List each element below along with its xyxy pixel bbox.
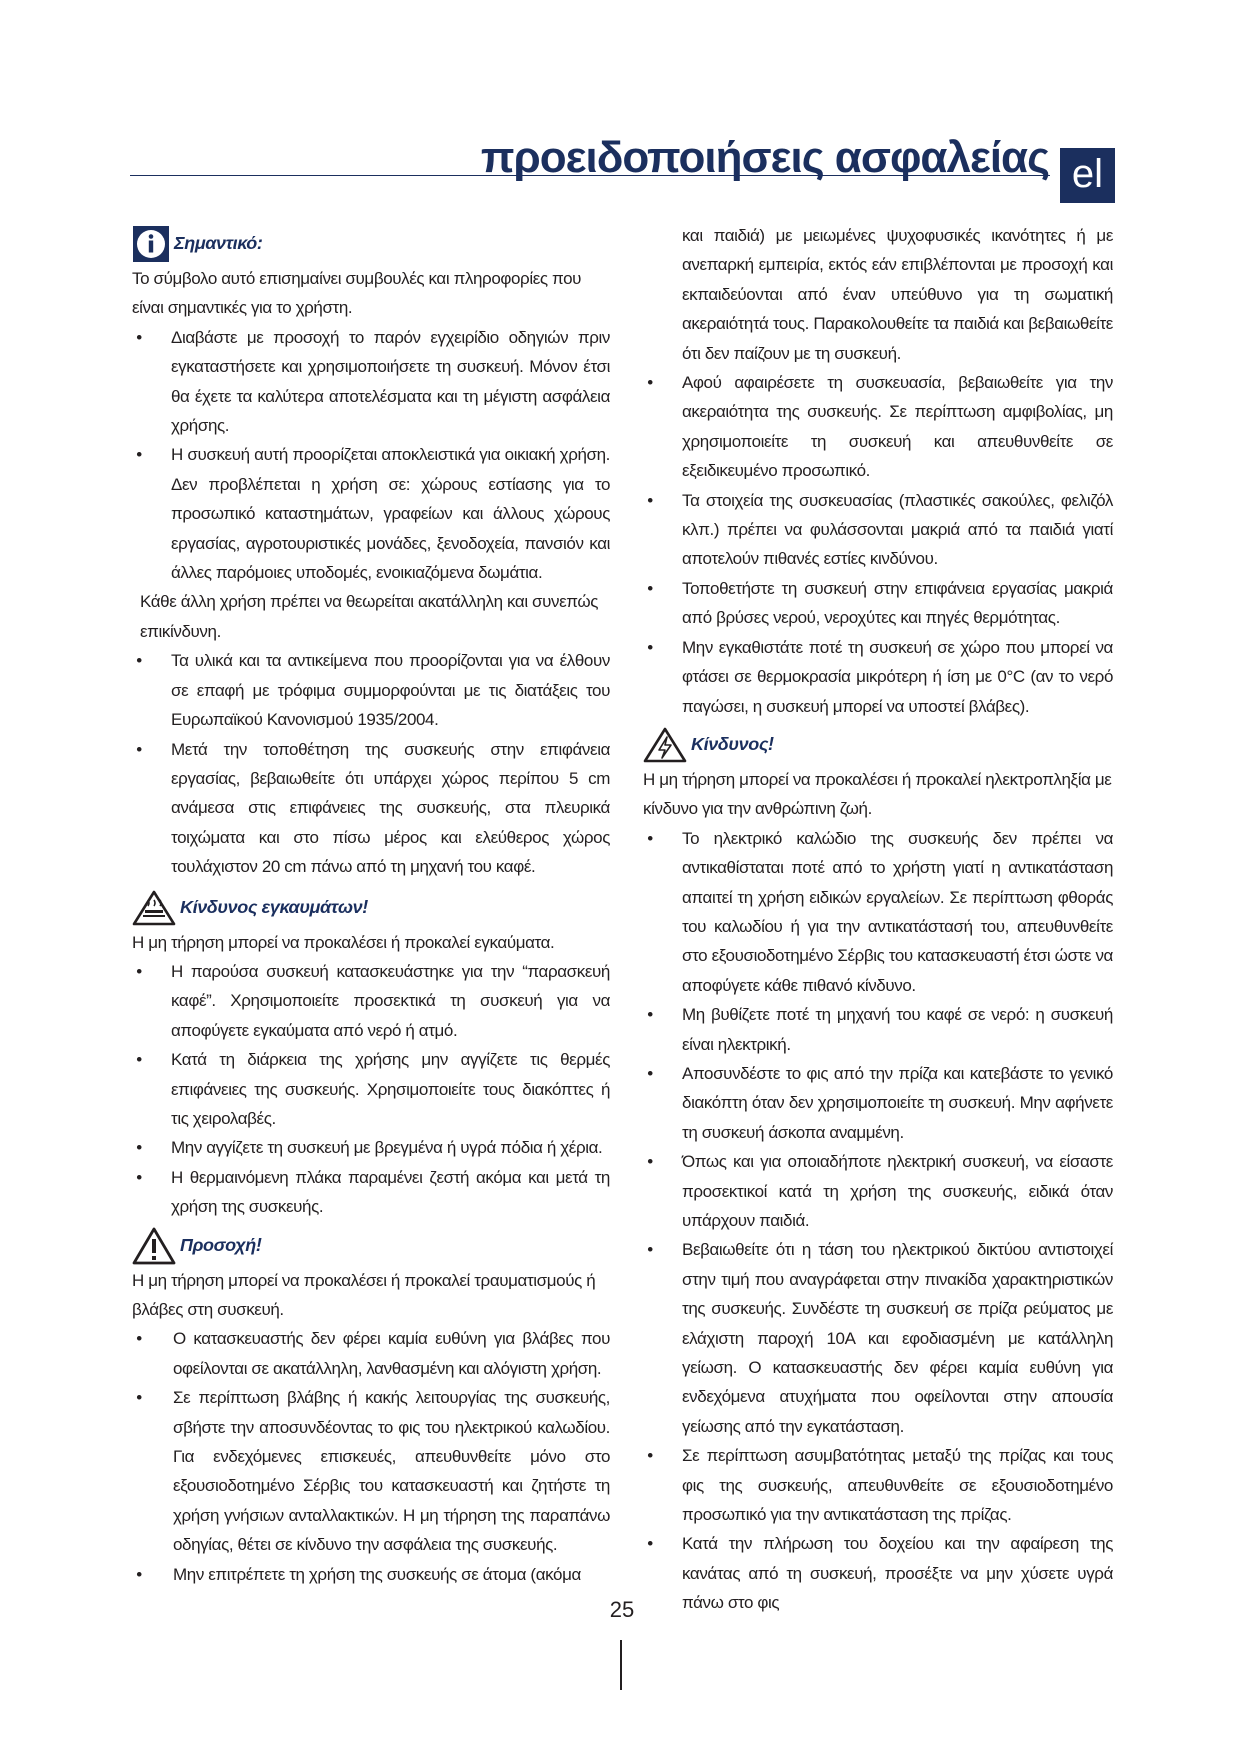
caution-heading xyxy=(132,1226,610,1266)
language-badge: el xyxy=(1060,148,1115,203)
bullet-dot: • xyxy=(136,1329,142,1349)
list-item: • Η συσκευή αυτή προορίζεται αποκλειστικά για οικιακή χρήση. Δεν προβλέπεται η χρήση σε: χώρους εστίασης για το προσωπικό καταστημάτων, γραφείων και άλλους χώρους εργασίας, αγροτουριστικές μονάδες, ξενοδοχεία, πανσιόν και άλλες παρόμοιες υποδομές, ενοικιαζόμενα δωμάτια. xyxy=(132,440,610,587)
list-item: • Ο κατασκευαστής δεν φέρει καμία ευθύνη για βλάβες που οφείλονται σε ακατάλληλη, λανθασμένη και αλόγιστη χρήση. xyxy=(132,1324,610,1383)
info-icon xyxy=(132,225,170,263)
bullet-dot: • xyxy=(136,739,142,759)
bullet-dot: • xyxy=(647,828,653,848)
list-item: • Τα στοιχεία της συσκευασίας (πλαστικές σακούλες, φελιζόλ κλπ.) πρέπει να φυλάσσονται μακριά από τα παιδιά γιατί αποτελούν πιθανές εστίες κινδύνου. xyxy=(643,486,1113,574)
danger-label: Κίνδυνος! xyxy=(691,734,774,755)
electric-shock-warning-icon xyxy=(643,727,687,763)
bullet-dot: • xyxy=(136,1564,142,1584)
bullet-dot: • xyxy=(136,1388,142,1408)
list-item: • Κατά την πλήρωση του δοχείου και την αφαίρεση της κανάτας από τη συσκευή, προσέξτε να μην χύσετε υγρά πάνω στο φις xyxy=(643,1529,1113,1617)
list-item: • Μην αγγίζετε τη συσκευή με βρεγμένα ή υγρά πόδια ή χέρια. xyxy=(132,1133,610,1162)
right-column xyxy=(643,221,1113,1618)
list-item: • Κατά τη διάρκεια της χρήσης μην αγγίζετε τις θερμές επιφάνειες της συσκευής. Χρησιμοποιείτε τους διακόπτες ή τις χειρολαβές. xyxy=(132,1045,610,1133)
list-item: • Μην εγκαθιστάτε ποτέ τη συσκευή σε χώρο που μπορεί να φτάσει σε θερμοκρασία μικρότερη ή ίση με 0°C (αν το νερό παγώσει, η συσκευή μπορεί να υποστεί βλάβες). xyxy=(643,633,1113,721)
list-item: • Σε περίπτωση ασυμβατότητας μεταξύ της πρίζας και τους φις της συσκευής, απευθυνθείτε σε εξουσιοδοτημένο προσωπικό για την αντικατάσταση της πρίζας. xyxy=(643,1441,1113,1529)
burn-intro: Η μη τήρηση μπορεί να προκαλέσει ή προκαλεί εγκαύματα. xyxy=(132,932,555,952)
list-item: • Αποσυνδέστε το φις από την πρίζα και κατεβάστε το γενικό διακόπτη όταν δεν χρησιμοποιείτε τη συσκευή. Μην αφήνετε τη συσκευή άσκοπα αναμμένη. xyxy=(643,1059,1113,1147)
list-item: • Μην επιτρέπετε τη χρήση της συσκευής σε άτομα (ακόμα xyxy=(132,1560,610,1589)
danger-intro: Η μη τήρηση μπορεί να προκαλέσει ή προκαλεί ηλεκτροπληξία με κίνδυνο για την ανθρώπινη ζωή. xyxy=(643,769,1112,819)
important-heading xyxy=(132,224,610,264)
continued-paragraph: και παιδιά) με μειωμένες ψυχοφυσικές ικανότητες ή με ανεπαρκή εμπειρία, εκτός εάν επιβλέπονται με προσοχή και εκπαιδεύονται από έναν υπεύθυνο για τη σωματική ακεραιότητά τους. Παρακολουθείτε τα παιδιά και βεβαιωθείτε ότι δεν παίζουν με τη συσκευή. xyxy=(682,226,1113,363)
bullet-dot: • xyxy=(647,373,653,393)
page-number-rule xyxy=(620,1640,622,1690)
list-item: • Διαβάστε με προσοχή το παρόν εγχειρίδιο οδηγιών πριν εγκαταστήσετε και χρησιμοποιήσετε τη συσκευή. Μόνον έτσι θα έχετε τα καλύτερα αποτελέσματα και τη μέγιστη ασφάλεια χρήσης. xyxy=(132,323,610,441)
bullet-dot: • xyxy=(647,578,653,598)
bullet-dot: • xyxy=(136,1167,142,1187)
list-item: • Μετά την τοποθέτηση της συσκευής στην επιφάνεια εργασίας, βεβαιωθείτε ότι υπάρχει χώρος περίπου 5 cm ανάμεσα στις επιφάνειες της συσκευής, στα πλευρικά τοιχώματα και στο πίσω μέρος και ελεύθερος χώρος τουλάχιστον 20 cm πάνω από τη μηχανή του καφέ. xyxy=(132,735,610,882)
bullet-dot: • xyxy=(136,1050,142,1070)
danger-heading xyxy=(643,725,1113,765)
bullet-dot: • xyxy=(136,651,142,671)
list-item: • Τοποθετήστε τη συσκευή στην επιφάνεια εργασίας μακριά από βρύσες νερού, νεροχύτες και πηγές θερμότητας. xyxy=(643,574,1113,633)
bullet-dot: • xyxy=(647,1005,653,1025)
page-title: προειδοποιήσεις ασφαλείας xyxy=(480,133,1049,182)
list-item: • Όπως και για οποιαδήποτε ηλεκτρική συσκευή, να είσαστε προσεκτικοί κατά τη χρήση της συσκευής, ειδικά όταν υπάρχουν παιδιά. xyxy=(643,1147,1113,1235)
bullet-dot: • xyxy=(136,1138,142,1158)
list-item: • Σε περίπτωση βλάβης ή κακής λειτουργίας της συσκευής, σβήστε την αποσυνδέοντας το φις του ηλεκτρικού καλωδίου. Για ενδεχόμενες επισκευές, απευθυνθείτε μόνο στο εξουσιοδοτημένο Σέρβις του κατασκευαστή και ζητήστε τη χρήση γνήσιων ανταλλακτικών. Η μη τήρηση της παραπάνω οδηγίας, θέτει σε κίνδυνο την ασφάλεια της συσκευής. xyxy=(132,1383,610,1559)
list-item: • Βεβαιωθείτε ότι η τάση του ηλεκτρικού δικτύου αντιστοιχεί στην τιμή που αναγράφεται στην πινακίδα χαρακτηριστικών της συσκευής. Συνδέστε τη συσκευή σε πρίζα ρεύματος με ελάχιστη παροχή 10A και εφοδιασμένη με κατάλληλη γείωση. Ο κατασκευαστής δεν φέρει καμία ευθύνη για ενδεχόμενα ατυχήματα που οφείλονται στην απουσία γείωσης από την εγκατάσταση. xyxy=(643,1235,1113,1441)
caution-intro: Η μη τήρηση μπορεί να προκαλέσει ή προκαλεί τραυματισμούς ή βλάβες στη συσκευή. xyxy=(132,1270,596,1319)
list-item: • Μη βυθίζετε ποτέ τη μηχανή του καφέ σε νερό: η συσκευή είναι ηλεκτρική. xyxy=(643,1000,1113,1059)
caution-label: Προσοχή! xyxy=(180,1234,262,1255)
important-note: Κάθε άλλη χρήση πρέπει να θεωρείται ακατάλληλη και συνεπώς επικίνδυνη. xyxy=(140,592,599,641)
burn-heading xyxy=(132,888,610,928)
bullet-dot: • xyxy=(647,637,653,657)
bullet-dot: • xyxy=(136,961,142,981)
bullet-dot: • xyxy=(647,1534,653,1554)
bullet-dot: • xyxy=(647,1063,653,1083)
important-intro: Το σύμβολο αυτό επισημαίνει συμβουλές και πληροφορίες που είναι σημαντικές για το χρήστη. xyxy=(132,269,582,318)
bullet-dot: • xyxy=(136,445,142,465)
page-number: 25 xyxy=(609,1597,635,1622)
burn-label: Κίνδυνος εγκαυμάτων! xyxy=(180,896,368,917)
hot-surface-warning-icon xyxy=(132,890,176,926)
list-item: • Η παρούσα συσκευή κατασκευάστηκε για την “παρασκευή καφέ”. Χρησιμοποιείτε προσεκτικά τη συσκευή για να αποφύγετε εγκαύματα από νερό ή ατμό. xyxy=(132,957,610,1045)
bullet-dot: • xyxy=(136,327,142,347)
list-item: • Το ηλεκτρικό καλώδιο της συσκευής δεν πρέπει να αντικαθίσταται ποτέ από το χρήστη γιατί η αντικατάσταση απαιτεί τη χρήση ειδικών εργαλείων. Σε περίπτωση φθοράς του καλωδίου ή για την αντικατάστασή του, απευθυνθείτε στο εξουσιοδοτημένο Σέρβις του κατασκευαστή έτσι ώστε να αποφύγετε κάθε πιθανό κίνδυνο. xyxy=(643,824,1113,1000)
bullet-dot: • xyxy=(647,490,653,510)
list-item: • Τα υλικά και τα αντικείμενα που προορίζονται για να έλθουν σε επαφή με τρόφιμα συμμορφούνται με τις διατάξεις του Ευρωπαϊκού Κανονισμού 1935/2004. xyxy=(132,646,610,734)
bullet-dot: • xyxy=(647,1240,653,1260)
important-label: Σημαντικό: xyxy=(174,233,263,254)
exclamation-warning-icon xyxy=(132,1227,176,1265)
left-column xyxy=(132,222,610,1589)
bullet-dot: • xyxy=(647,1152,653,1172)
list-item: • Αφού αφαιρέσετε τη συσκευασία, βεβαιωθείτε για την ακεραιότητα της συσκευής. Σε περίπτωση αμφιβολίας, μη χρησιμοποιείτε τη συσκευή και απευθυνθείτε σε εξειδικευμένο προσωπικό. xyxy=(643,368,1113,486)
bullet-dot: • xyxy=(647,1446,653,1466)
list-item: • Η θερμαινόμενη πλάκα παραμένει ζεστή ακόμα και μετά τη χρήση της συσκευής. xyxy=(132,1163,610,1222)
